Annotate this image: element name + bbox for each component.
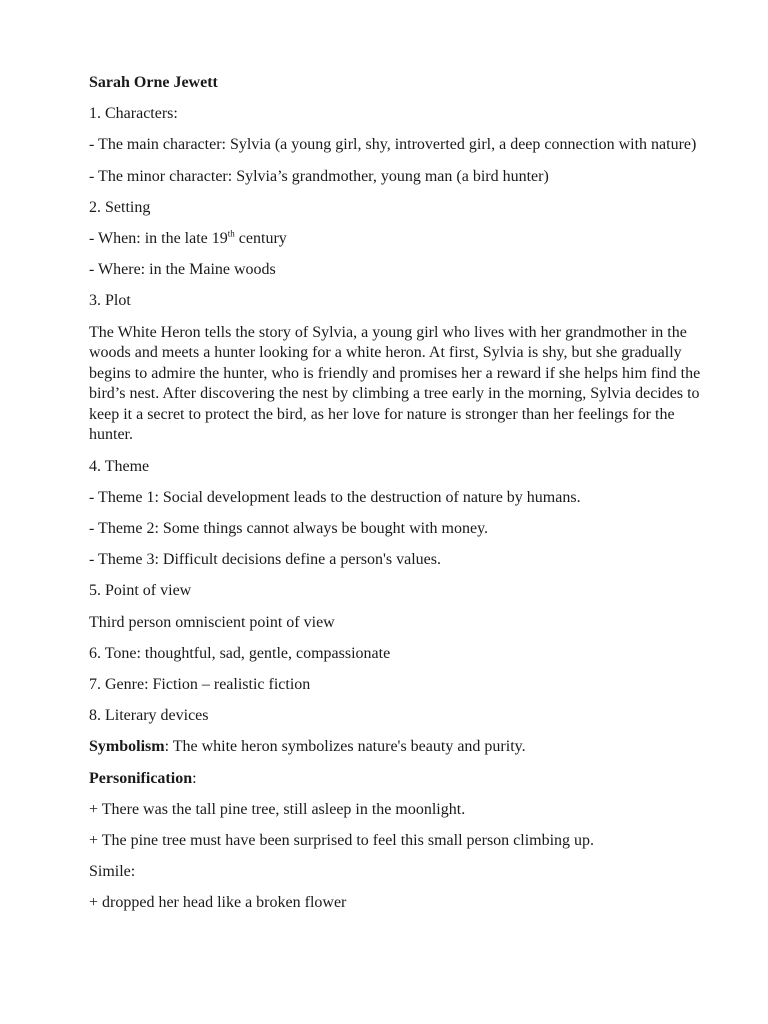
setting-when-suffix: century [234,229,287,247]
personification-item: + There was the tall pine tree, still asleep in the moonlight. [89,800,466,818]
symbolism-line [89,737,709,758]
document-page [89,73,709,924]
minor-character-line: - The minor character: Sylvia’s grandmother, young man (a bird hunter) [89,167,549,185]
plot-heading: 3. Plot [89,292,131,310]
point-of-view-text: Third person omniscient point of view [89,613,335,631]
literary-devices-heading: 8. Literary devices [89,707,209,725]
setting-when-superscript: th [227,228,235,239]
plot-paragraph: The White Heron tells the story of Sylvia, a young girl who lives with her grandmother in the woods and meets a hunter looking for a white heron. At first, Sylvia is shy, but she gradually begins to admire the hunter, who is friendly and promises her a reward if she helps him find the bird’s nest. After discovering the nest by climbing a tree early in the morning, Sylvia decides to keep it a secret to protect the bird, as her love for nature is stronger than her feelings for the hunter. [89,323,701,444]
personification-item: + The pine tree must have been surprised to feel this small person climbing up. [89,831,595,849]
symbolism-text: : The white heron symbolizes nature's beauty and purity. [164,738,526,756]
genre-line: 7. Genre: Fiction – realistic fiction [89,675,311,693]
setting-heading: 2. Setting [89,198,151,216]
theme-item: - Theme 1: Social development leads to the destruction of nature by humans. [89,488,581,506]
symbolism-label: Symbolism [89,738,165,756]
setting-when-line [89,229,709,250]
document-title: Sarah Orne Jewett [89,74,218,91]
theme-item: - Theme 2: Some things cannot always be bought with money. [89,520,489,538]
personification-line [89,769,709,790]
point-of-view-heading: 5. Point of view [89,582,192,600]
simile-item: + dropped her head like a broken flower [89,894,347,912]
tone-line: 6. Tone: thoughtful, sad, gentle, compassionate [89,644,391,662]
characters-heading: 1. Characters: [89,105,178,123]
simile-heading: Simile: [89,863,136,881]
setting-when-prefix: - When: in the late 19 [89,229,228,247]
setting-where-line: - Where: in the Maine woods [89,261,276,279]
theme-item: - Theme 3: Difficult decisions define a person's values. [89,551,441,569]
main-character-line: - The main character: Sylvia (a young girl, shy, introverted girl, a deep connection with nature) [89,136,697,154]
personification-colon: : [192,769,197,787]
personification-label: Personification [89,769,193,787]
theme-heading: 4. Theme [89,457,150,475]
